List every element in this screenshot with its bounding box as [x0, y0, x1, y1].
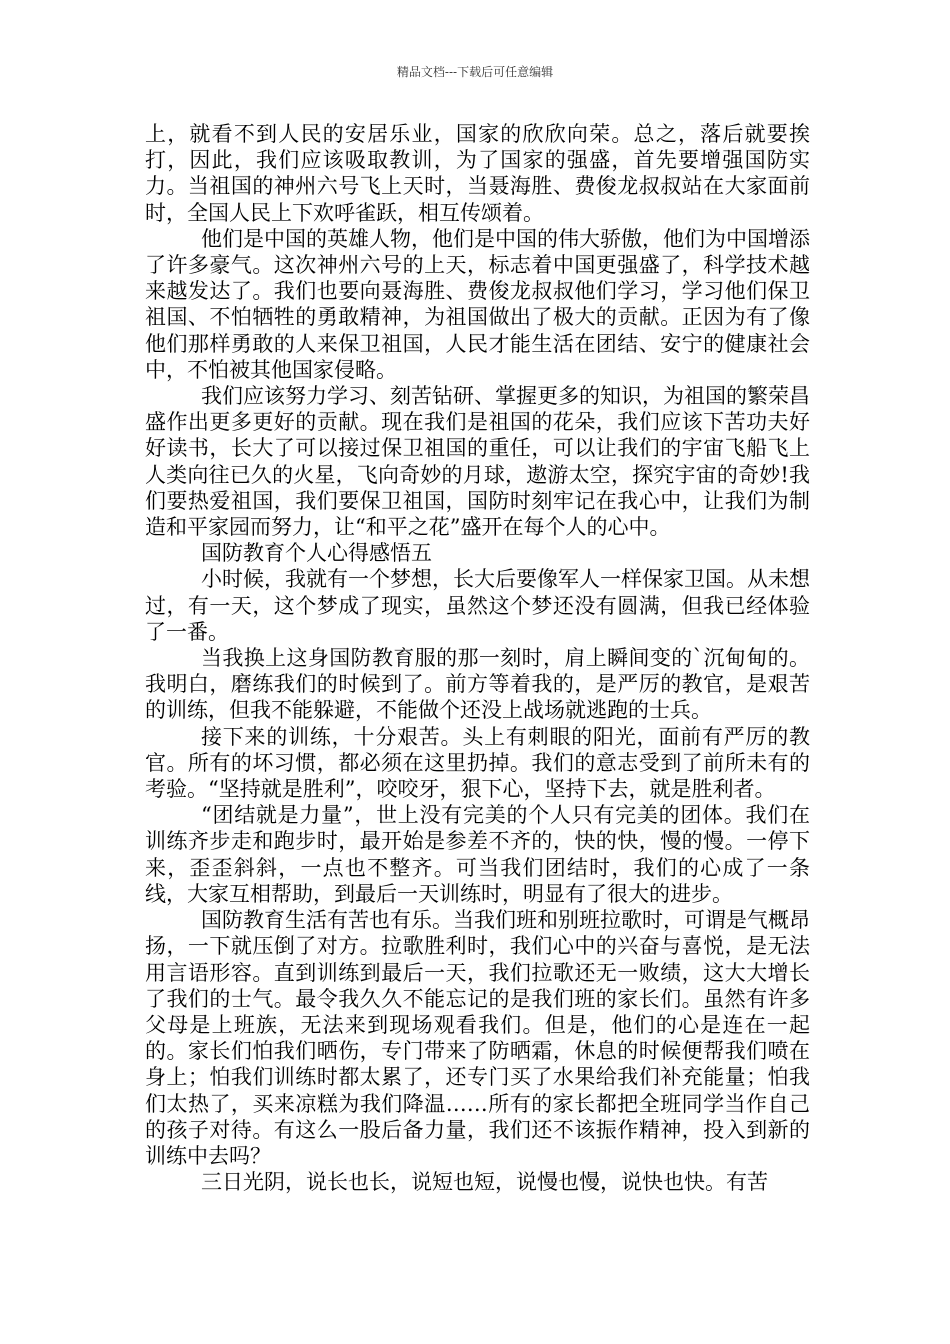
paragraph-8: 国防教育生活有苦也有乐。当我们班和别班拉歌时，可谓是气概昂扬，一下就压倒了对方。拉歌胜利时，我们心中的兴奋与喜悦，是无法用言语形容。直到训练到最后一天，我们拉歌还无一败绩，这大大增长了我们的士气。最令我久久不能忘记的是我们班的家长们。虽然有许多父母是上班族，无法来到现场观看我们。但是，他们的心是连在一起的。家长们怕我们晒伤，专门带来了防晒霜，休息的时候便帮我们喷在身上；怕我们训练时都太累了，还专门买了水果给我们补充能量；怕我们太热了，买来凉糕为我们降温……所有的家长都把全班同学当作自己的孩子对待。有这么一股后备力量，我们还不该振作精神，投入到新的训练中去吗？: [145, 908, 810, 1168]
paragraph-5: 当我换上这身国防教育服的那一刻时，肩上瞬间变的`沉甸甸的。我明白，磨练我们的时候到了。前方等着我的，是严厉的教官，是艰苦的训练，但我不能躲避，不能做个还没上战场就逃跑的士兵。: [145, 646, 810, 723]
paragraph-3: 我们应该努力学习、刻苦钻研、掌握更多的知识，为祖国的繁荣昌盛作出更多更好的贡献。现在我们是祖国的花朵，我们应该下苦功夫好好读书，长大了可以接过保卫祖国的重任，可以让我们的宇宙飞船飞上人类向往已久的火星，飞向奇妙的月球，遨游太空，探究宇宙的奇妙!我们要热爱祖国，我们要保卫祖国，国防时刻牢记在我心中，让我们为制造和平家园而努力，让“和平之花”盛开在每个人的心中。: [145, 384, 810, 540]
paragraph-6: 接下来的训练，十分艰苦。头上有刺眼的阳光，面前有严厉的教官。所有的坏习惯，都必须在这里扔掉。我们的意志受到了前所未有的考验。“坚持就是胜利”，咬咬牙，狠下心，坚持下去，就是胜利者。: [145, 724, 810, 802]
paragraph-4: 小时候，我就有一个梦想，长大后要像军人一样保家卫国。从未想过，有一天，这个梦成了现实，虽然这个梦还没有圆满，但我已经体验了一番。: [145, 567, 810, 644]
document-body: [145, 121, 810, 1195]
section-heading: 国防教育个人心得感悟五: [201, 541, 432, 566]
paragraph-2: 他们是中国的英雄人物，他们是中国的伟大骄傲，他们为中国增添了许多豪气。这次神州六号的上天，标志着中国更强盛了，科学技术越来越发达了。我们也要向聂海胜、费俊龙叔叔他们学习，学习他们保卫祖国、不怕牺牲的勇敢精神，为祖国做出了极大的贡献。正因为有了像他们那样勇敢的人来保卫祖国，人民才能生活在团结、安宁的健康社会中，不怕被其他国家侵略。: [145, 226, 810, 382]
paragraph-1: 上，就看不到人民的安居乐业，国家的欣欣向荣。总之，落后就要挨打，因此，我们应该吸取教训，为了国家的强盛，首先要增强国防实力。当祖国的神州六号飞上天时，当聂海胜、费俊龙叔叔站在大家面前时，全国人民上下欢呼雀跃，相互传颂着。: [145, 122, 810, 225]
paragraph-7: “团结就是力量”，世上没有完美的个人只有完美的团体。我们在训练齐步走和跑步时，最开始是参差不齐的，快的快，慢的慢。一停下来，歪歪斜斜，一点也不整齐。可当我们团结时，我们的心成了一条线，大家互相帮助，到最后一天训练时，明显有了很大的进步。: [145, 803, 810, 906]
paragraph-9: 三日光阴，说长也长，说短也短，说慢也慢，说快也快。有苦: [201, 1170, 768, 1195]
page-header: 精品文档---下载后可任意编辑: [396, 65, 554, 79]
